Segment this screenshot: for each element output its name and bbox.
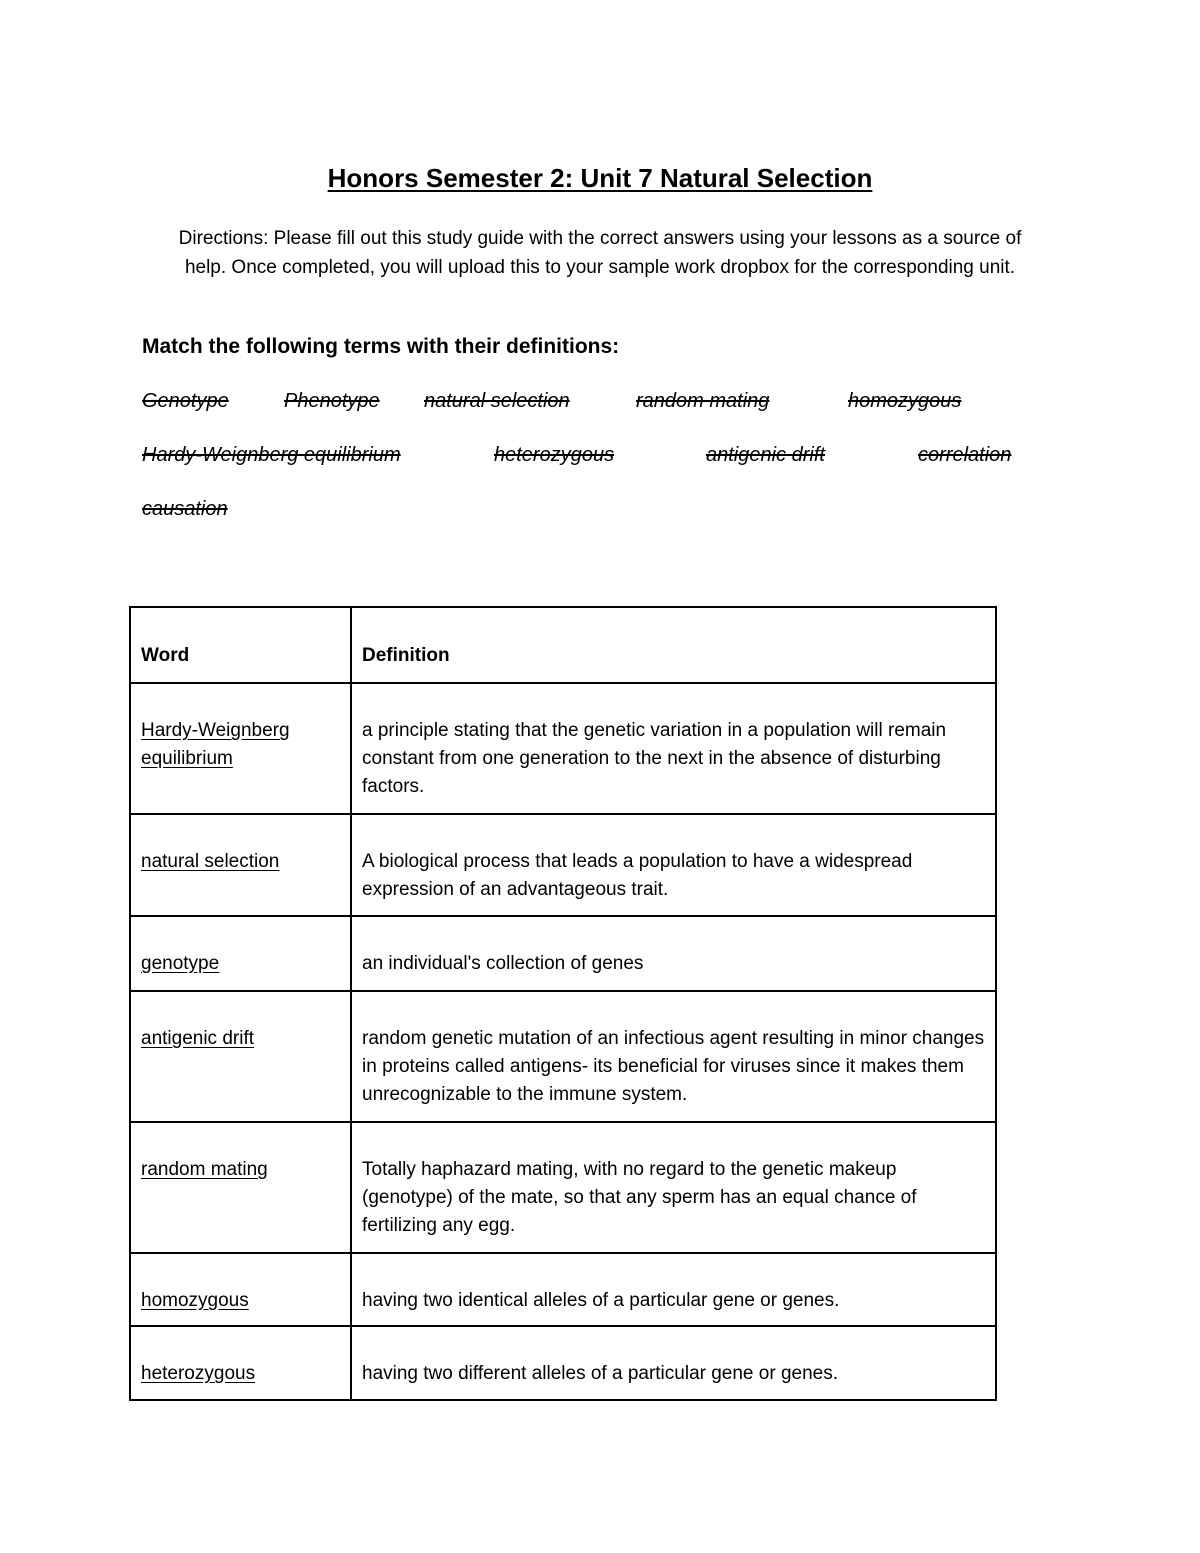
- word-bank-term: natural selection: [424, 390, 570, 412]
- word-text: genotype: [141, 953, 220, 974]
- definition-cell: A biological process that leads a population to have a widespread expression of an advantageous trait.: [351, 814, 996, 916]
- word-text: natural selection: [141, 851, 280, 872]
- word-cell: [130, 991, 351, 1122]
- definition-cell: a principle stating that the genetic variation in a population will remain constant from one generation to the next in the absence of disturbing factors.: [351, 683, 996, 814]
- word-bank-term: random mating: [636, 390, 770, 412]
- word-bank-term: Genotype: [142, 390, 229, 412]
- table-header-row: [130, 607, 996, 683]
- word-cell: [130, 1122, 351, 1253]
- word-bank-term: antigenic drift: [706, 444, 825, 466]
- table-row: [130, 814, 996, 916]
- column-header-word: Word: [130, 607, 351, 683]
- word-text: Hardy-Weignberg equilibrium: [141, 720, 290, 769]
- matching-prompt: Match the following terms with their definitions:: [142, 335, 620, 358]
- definition-cell: having two different alleles of a particular gene or genes.: [351, 1326, 996, 1400]
- word-bank-term: causation: [142, 498, 228, 520]
- word-bank-term: correlation: [918, 444, 1012, 466]
- word-text: random mating: [141, 1159, 268, 1180]
- word-cell: [130, 1326, 351, 1400]
- page-title: Honors Semester 2: Unit 7 Natural Selection: [327, 163, 873, 193]
- word-cell: [130, 683, 351, 814]
- table-row: [130, 1122, 996, 1253]
- word-bank-term: Phenotype: [284, 390, 380, 412]
- terms-table: [129, 606, 997, 1401]
- word-text: homozygous: [141, 1290, 249, 1311]
- table-row: [130, 1326, 996, 1400]
- word-bank-term: Hardy-Weignberg equilibrium: [142, 444, 401, 466]
- word-bank-term: heterozygous: [494, 444, 615, 466]
- word-bank-term: homozygous: [848, 390, 962, 412]
- word-text: heterozygous: [141, 1363, 256, 1384]
- table-row: [130, 683, 996, 814]
- word-cell: [130, 916, 351, 991]
- table-row: [130, 991, 996, 1122]
- table-row: [130, 916, 996, 991]
- column-header-definition: Definition: [351, 607, 996, 683]
- word-text: antigenic drift: [141, 1028, 255, 1049]
- definition-cell: an individual's collection of genes: [351, 916, 996, 991]
- word-cell: [130, 1253, 351, 1326]
- table-row: [130, 1253, 996, 1326]
- definition-cell: having two identical alleles of a particular gene or genes.: [351, 1253, 996, 1326]
- directions-text: Directions: Please fill out this study guide with the correct answers using your lessons as a source of help. Once completed, you will upload this to your sample work dropbox for the corresponding unit.: [178, 228, 1022, 278]
- word-cell: [130, 814, 351, 916]
- definition-cell: random genetic mutation of an infectious agent resulting in minor changes in proteins called antigens- its beneficial for viruses since it makes them unrecognizable to the immune system.: [351, 991, 996, 1122]
- definition-cell: Totally haphazard mating, with no regard to the genetic makeup (genotype) of the mate, so that any sperm has an equal chance of fertilizing any egg.: [351, 1122, 996, 1253]
